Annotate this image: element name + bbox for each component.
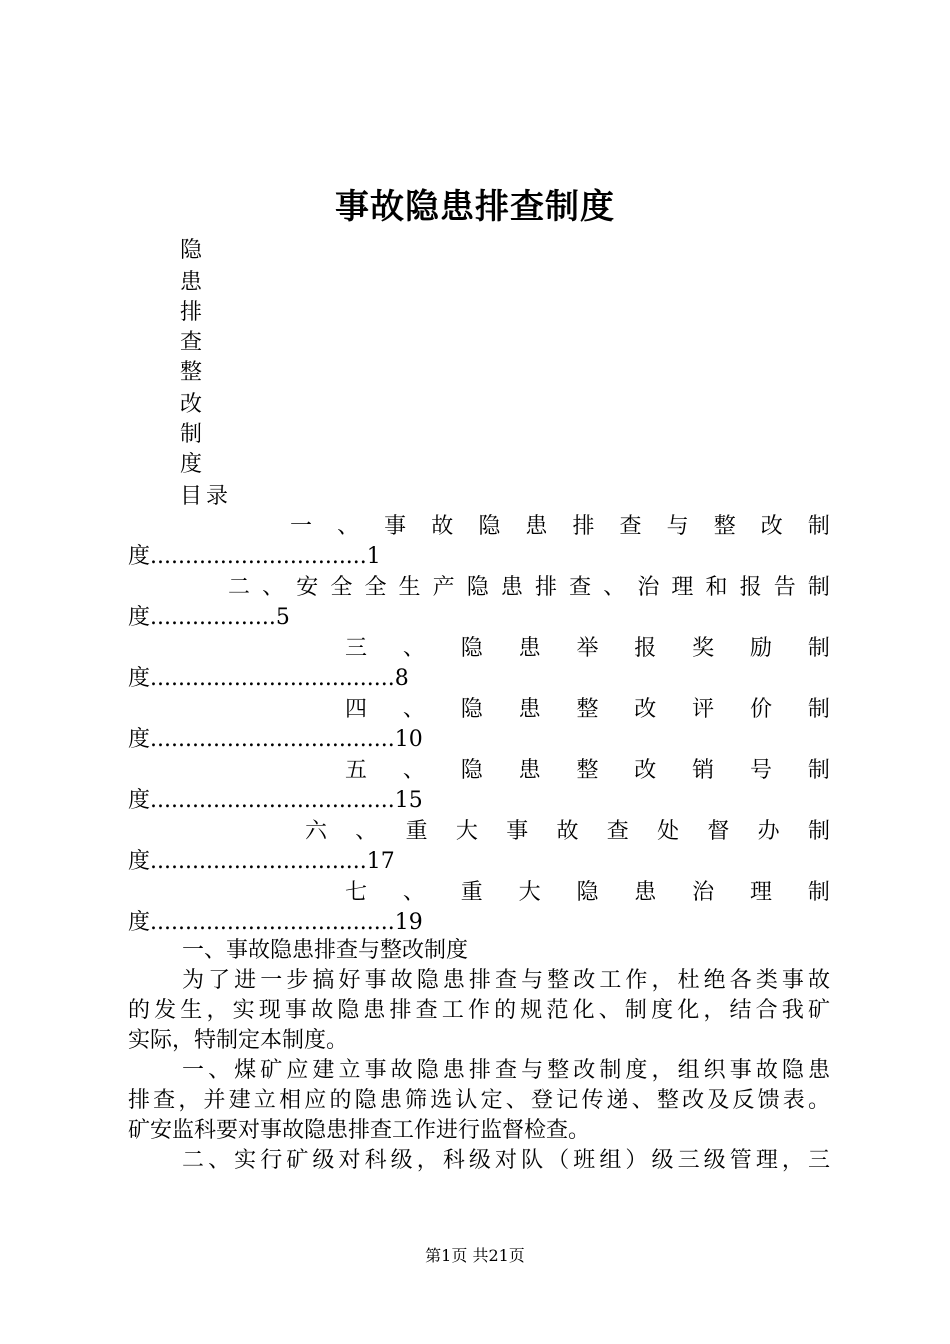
toc-title-char: 隐 — [466, 575, 489, 600]
vertical-title-char: 排 — [180, 300, 203, 325]
toc-title-char: 重 — [405, 819, 428, 844]
toc-title-char: 事 — [384, 514, 407, 539]
toc-title-char: 隐 — [576, 880, 599, 905]
toc-title-char: 隐 — [460, 758, 483, 783]
toc-entry-title — [345, 634, 830, 664]
toc-title-char: 改 — [634, 758, 657, 783]
toc-title-char: 七 — [345, 880, 368, 905]
toc-title-char: 患 — [518, 758, 541, 783]
toc-title-char: 、 — [402, 758, 425, 783]
toc-title-char: 制 — [807, 575, 830, 600]
toc-title-char: 改 — [634, 697, 657, 722]
toc-entry-leader: 度...............................17 — [128, 849, 395, 874]
toc-title-char: 、 — [262, 575, 285, 600]
toc-title-char: 、 — [603, 575, 626, 600]
toc-title-char: 查 — [569, 575, 592, 600]
page-title: 事故隐患排查制度 — [335, 187, 615, 227]
paragraph-line: 实际，特制定本制度。 — [128, 1028, 349, 1053]
paragraph-line: 排查，并建立相应的隐患筛选认定、登记传递、整改及反馈表。 — [128, 1088, 830, 1113]
toc-entry-leader: 度..................5 — [128, 605, 290, 630]
vertical-title-char: 改 — [180, 392, 203, 417]
toc-title-char: 改 — [760, 514, 783, 539]
toc-title-char: 患 — [500, 575, 523, 600]
vertical-title-char: 整 — [180, 360, 203, 385]
toc-entry-leader: 度...................................19 — [128, 910, 423, 935]
toc-title-char: 制 — [807, 880, 830, 905]
toc-title-char: 办 — [757, 819, 780, 844]
toc-title-char: 故 — [431, 514, 454, 539]
toc-title-char: 制 — [807, 758, 830, 783]
toc-title-char: 价 — [750, 697, 773, 722]
toc-title-char: 五 — [345, 758, 368, 783]
toc-title-char: 励 — [750, 636, 773, 661]
vertical-title-char: 患 — [180, 270, 203, 295]
section-heading: 一、事故隐患排查与整改制度 — [182, 938, 469, 963]
toc-title-char: 患 — [634, 880, 657, 905]
toc-title-char: 重 — [460, 880, 483, 905]
toc-entry-leader: 度...................................8 — [128, 666, 409, 691]
toc-title-char: 、 — [402, 880, 425, 905]
toc-title-char: 督 — [707, 819, 730, 844]
toc-title-char: 与 — [666, 514, 689, 539]
toc-title-char: 举 — [576, 636, 599, 661]
toc-title-char: 号 — [750, 758, 773, 783]
toc-title-char: 事 — [506, 819, 529, 844]
toc-title-char: 制 — [807, 819, 830, 844]
toc-entry-leader: 度...................................10 — [128, 727, 423, 752]
toc-title-char: 报 — [634, 636, 657, 661]
toc-title-char: 全 — [330, 575, 353, 600]
toc-title-char: 处 — [657, 819, 680, 844]
toc-title-char: 隐 — [460, 697, 483, 722]
vertical-title-char: 度 — [180, 452, 203, 477]
paragraph-line: 矿安监科要对事故隐患排查工作进行监督检查。 — [128, 1118, 591, 1143]
toc-title-char: 整 — [576, 697, 599, 722]
toc-title-char: 患 — [518, 636, 541, 661]
toc-title-char: 患 — [518, 697, 541, 722]
toc-entry-leader: 度...............................1 — [128, 544, 381, 569]
toc-title-char: 全 — [364, 575, 387, 600]
toc-title-char: 六 — [305, 819, 328, 844]
toc-title-char: 治 — [692, 880, 715, 905]
toc-title-char: 、 — [402, 697, 425, 722]
toc-entry-title — [345, 695, 830, 725]
toc-label: 目录 — [180, 484, 233, 509]
toc-title-char: 故 — [556, 819, 579, 844]
toc-title-char: 报 — [739, 575, 762, 600]
toc-title-char: 销 — [692, 758, 715, 783]
toc-title-char: 患 — [525, 514, 548, 539]
toc-title-char: 大 — [518, 880, 541, 905]
toc-title-char: 、 — [337, 514, 360, 539]
paragraph-line: 的发生，实现事故隐患排查工作的规范化、制度化，结合我矿 — [128, 998, 830, 1023]
toc-title-char: 整 — [576, 758, 599, 783]
toc-title-char: 制 — [807, 636, 830, 661]
toc-title-char: 排 — [534, 575, 557, 600]
toc-title-char: 查 — [606, 819, 629, 844]
toc-title-char: 治 — [637, 575, 660, 600]
vertical-title-char: 制 — [180, 422, 203, 447]
toc-title-char: 、 — [355, 819, 378, 844]
toc-title-char: 产 — [432, 575, 455, 600]
vertical-title-char: 查 — [180, 330, 203, 355]
paragraph-line: 为了进一步搞好事故隐患排查与整改工作，杜绝各类事故 — [182, 968, 830, 993]
toc-title-char: 一 — [290, 514, 313, 539]
toc-entry-title — [228, 573, 830, 603]
toc-entry-leader: 度...................................15 — [128, 788, 423, 813]
toc-title-char: 隐 — [478, 514, 501, 539]
toc-title-char: 奖 — [692, 636, 715, 661]
toc-title-char: 整 — [713, 514, 736, 539]
paragraph-line: 二、实行矿级对科级，科级对队（班组）级三级管理，三 — [182, 1148, 830, 1173]
toc-title-char: 制 — [807, 514, 830, 539]
paragraph-line: 一、煤矿应建立事故隐患排查与整改制度，组织事故隐患 — [182, 1058, 830, 1083]
toc-entry-title — [345, 878, 830, 908]
toc-title-char: 理 — [750, 880, 773, 905]
toc-title-char: 二 — [228, 575, 251, 600]
toc-title-char: 、 — [402, 636, 425, 661]
toc-title-char: 查 — [619, 514, 642, 539]
toc-title-char: 理 — [671, 575, 694, 600]
toc-entry-title — [305, 817, 830, 847]
toc-title-char: 大 — [455, 819, 478, 844]
toc-title-char: 安 — [296, 575, 319, 600]
vertical-title-char: 隐 — [180, 238, 203, 263]
toc-title-char: 和 — [705, 575, 728, 600]
toc-title-char: 隐 — [460, 636, 483, 661]
page-footer: 第1页 共21页 — [425, 1246, 525, 1265]
toc-title-char: 四 — [345, 697, 368, 722]
toc-title-char: 评 — [692, 697, 715, 722]
toc-title-char: 生 — [398, 575, 421, 600]
toc-title-char: 三 — [345, 636, 368, 661]
toc-title-char: 告 — [773, 575, 796, 600]
toc-entry-title — [345, 756, 830, 786]
toc-title-char: 制 — [807, 697, 830, 722]
toc-title-char: 排 — [572, 514, 595, 539]
toc-entry-title — [290, 512, 830, 542]
